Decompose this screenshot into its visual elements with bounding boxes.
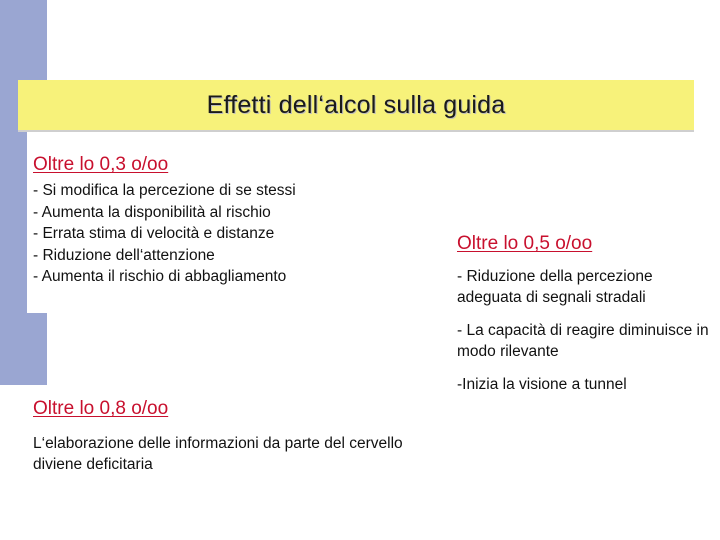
list-item: - Si modifica la percezione di se stessi [33, 182, 296, 199]
title-band [18, 80, 694, 130]
heading-0-3: Oltre lo 0,3 o/oo [33, 154, 169, 175]
heading-0-5: Oltre lo 0,5 o/oo [457, 233, 593, 254]
list-item: - Aumenta la disponibilità al rischio [33, 203, 271, 221]
list-item: - Errata stima di velocità e distanze [33, 225, 275, 242]
list-item: - Riduzione dell‘attenzione [33, 246, 215, 264]
slide-title: Effetti dell‘alcol sulla guida [206, 90, 506, 119]
list-item: - Aumenta il rischio di abbagliamento [33, 268, 287, 285]
item-0-5-reaction: - La capacità di reagire diminuisce in modo rilevante [457, 322, 709, 360]
item-0-5-perception: - Riduzione della percezione adeguata di segnali stradali [457, 268, 653, 306]
item-0-5-tunnel: -Inizia la visione a tunnel [457, 376, 627, 393]
list-0-3 [33, 180, 296, 288]
text-0-8: L‘elaborazione delle informazioni da parte del cervello diviene deficitaria [33, 435, 403, 473]
heading-0-8: Oltre lo 0,8 o/oo [33, 398, 169, 419]
